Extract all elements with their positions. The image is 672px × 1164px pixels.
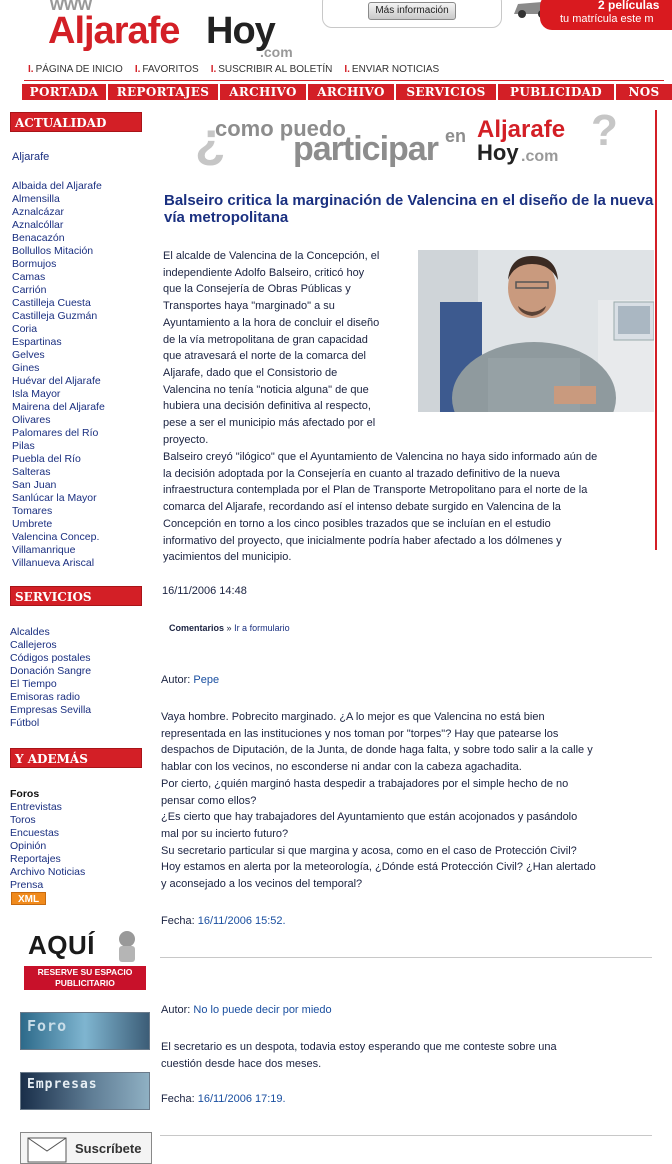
fecha-label: Fecha: xyxy=(161,1093,195,1105)
main-nav xyxy=(22,84,672,100)
text-line: informativo del proyecto, que inicialmente podría haber afectado a los dólmenes y xyxy=(163,534,562,547)
sidebar-item-town[interactable]: Villanueva Ariscal xyxy=(12,557,95,569)
sidebar-item-town[interactable]: Benacazón xyxy=(12,232,65,244)
sidebar-item-ademas[interactable]: Reportajes xyxy=(10,853,61,865)
article-paragraph-2 xyxy=(163,449,653,566)
text-line: ¿Es cierto que hay trabajadores del Ayuntamiento que están acojonados y pasándolo xyxy=(161,811,578,824)
promo-subtitle: tu matrícula este m xyxy=(560,13,654,25)
empresas-banner[interactable]: Empresas xyxy=(20,1072,150,1110)
comment-author: No lo puede decir por miedo xyxy=(193,1004,332,1016)
article-photo xyxy=(418,250,654,412)
text-line: Por cierto, ¿quién marginó hasta despedir a trabajadores por el simple hecho de no xyxy=(161,777,569,790)
question-mark-close: ? xyxy=(591,106,618,155)
text-line: El secretario es un despota, todavia estoy esperando que me conteste sobre una xyxy=(161,1041,557,1053)
sidebar-item-servicio[interactable]: Donación Sangre xyxy=(10,665,92,677)
text-line: Hoy estamos en alerta por la meteorología, ¿Dónde está Protección Civil? ¿Han alertado xyxy=(161,861,596,874)
sidebar-item-town[interactable]: Gelves xyxy=(12,349,45,361)
text-line: que la Consejería de Obras Públicas y xyxy=(163,283,351,296)
text-line: Transportes haya "marginado" a su xyxy=(163,300,335,313)
sidebar-item-servicio[interactable]: Códigos postales xyxy=(10,652,91,664)
participar-com: .com xyxy=(521,148,559,165)
sidebar-item-foros[interactable]: Foros xyxy=(10,788,40,800)
sidebar-item-town[interactable]: Puebla del Río xyxy=(12,453,81,465)
nav-archivo-2[interactable]: ARCHIVO xyxy=(308,84,396,100)
participar-banner[interactable] xyxy=(195,106,625,172)
toplink-favoritos[interactable]: I. FAVORITOS xyxy=(134,64,199,75)
logo-com: .com xyxy=(260,44,293,60)
article-headline: Balseiro critica la marginación de Valencina en el diseño de la nueva vía metropolitana xyxy=(164,192,654,226)
sidebar-item-ademas[interactable]: Prensa xyxy=(10,879,44,891)
participar-aljarafe: Aljarafe xyxy=(477,116,566,143)
sidebar-item-town[interactable]: Isla Mayor xyxy=(12,388,61,400)
right-border xyxy=(655,110,657,550)
nav-publicidad[interactable]: PUBLICIDAD xyxy=(498,84,616,100)
text-line: Aljarafe, dado que el Consistorio de xyxy=(163,366,338,379)
text-line: Su secretario particular si que margina y acosa, como en el caso de Protección Civil? xyxy=(161,844,577,857)
participar-word: participar xyxy=(293,130,438,168)
sidebar-item-servicio[interactable]: El Tiempo xyxy=(10,678,57,690)
sidebar-item-town[interactable]: Espartinas xyxy=(12,336,62,348)
sidebar-item-ademas[interactable]: Opinión xyxy=(10,840,47,852)
sidebar-item-town[interactable]: Tomares xyxy=(12,505,53,517)
text-line: El alcalde de Valencina de la Concepción, el xyxy=(163,250,380,262)
text-line: proyecto. xyxy=(163,433,209,446)
sidebar-item-town[interactable]: Almensilla xyxy=(12,193,60,205)
comment-date: 16/11/2006 15:52. xyxy=(197,915,286,927)
text-line: Vaya hombre. Pobrecito marginado. ¿A lo mejor es que Valencina no está bien xyxy=(161,711,545,723)
sidebar-item-servicio[interactable]: Fútbol xyxy=(10,717,40,729)
text-line: que atravesará el norte de la comarca del xyxy=(163,350,367,363)
comment-author-row xyxy=(161,674,219,686)
comment-date-row xyxy=(161,1093,286,1105)
nav-archivo[interactable]: ARCHIVO xyxy=(220,84,308,100)
divider xyxy=(24,80,664,81)
foro-banner[interactable]: Foro xyxy=(20,1012,150,1050)
comment-body-1 xyxy=(161,709,656,893)
text-line: infraestructura contemplada por el Plan de Transporte Metropolitano para el norte de la xyxy=(163,484,588,497)
toplink-inicio[interactable]: I. PÁGINA DE INICIO xyxy=(28,64,123,75)
toplink-boletin[interactable]: I. SUSCRIBIR AL BOLETÍN xyxy=(210,64,333,75)
question-mark-open: ¿ xyxy=(195,112,226,168)
comentarios-label[interactable]: Comentarios xyxy=(169,623,225,633)
logo-www: www xyxy=(50,0,93,14)
text-line: pese a ser el municipio más afectado por el xyxy=(163,417,376,430)
sidebar-item-town[interactable]: Bormujos xyxy=(12,258,57,270)
sidebar-item-town[interactable]: Camas xyxy=(12,271,46,283)
envelope-icon xyxy=(27,1137,67,1163)
comment-divider xyxy=(160,957,652,958)
participar-hoy: Hoy xyxy=(477,140,519,165)
sidebar-item-town[interactable]: Valencina Concep. xyxy=(12,531,100,543)
sidebar-item-town[interactable]: San Juan xyxy=(12,479,57,491)
text-line: pensar como ellos? xyxy=(161,794,257,807)
sidebar-item-servicio[interactable]: Callejeros xyxy=(10,639,57,651)
text-line: representada en las instituciones y nos toman por "torpes"? Hay que patearse los xyxy=(161,727,559,740)
text-line: hubiera una decisión definitiva al respecto, xyxy=(163,400,371,413)
comment-date: 16/11/2006 17:19. xyxy=(197,1093,286,1105)
sidebar-item-town[interactable]: Castilleja Cuesta xyxy=(12,297,91,309)
aqui-ad-banner[interactable] xyxy=(24,928,146,992)
sidebar-item-servicio[interactable]: Alcaldes xyxy=(10,626,50,638)
text-line: yacimientos del municipio. xyxy=(163,551,292,564)
sidebar-item-town[interactable]: Pilas xyxy=(12,440,35,452)
toplink-enviar-noticias[interactable]: I. ENVIAR NOTICIAS xyxy=(344,64,440,75)
text-line: comarca del Aljarafe, recordando así el intenso debate surgido en Valencina de la xyxy=(163,501,561,514)
text-line: Ayuntamiento a la hora de concluir el diseño xyxy=(163,316,380,329)
nav-nosotros[interactable]: NOS xyxy=(628,85,660,99)
ademas-heading: Y ADEMÁS xyxy=(10,748,142,768)
aqui-subtitle: RESERVE SU ESPACIO PUBLICITARIO xyxy=(24,966,146,990)
text-line: Valencina no tenía "noticia alguna" de que xyxy=(163,383,369,396)
text-line: Concepción en torno a los cinco posibles trazados que se incluían en el estudio xyxy=(163,517,551,530)
ademas-list xyxy=(10,801,85,892)
sidebar-item-town[interactable]: Huévar del Aljarafe xyxy=(12,375,101,387)
hand-pointer-icon xyxy=(114,930,140,964)
sidebar-item-town[interactable]: Olivares xyxy=(12,414,51,426)
suscribete-banner[interactable] xyxy=(20,1132,152,1164)
sidebar-item-ademas[interactable]: Toros xyxy=(10,814,36,826)
site-logo[interactable] xyxy=(48,0,298,60)
sidebar-item-ademas[interactable]: Entrevistas xyxy=(10,801,62,813)
text-line: despachos de Diputación, de la Junta, de donde haga falta, y sobre todo salir a la calle y xyxy=(161,744,593,757)
text-line: Balseiro creyó "ilógico" que el Ayuntamiento de Valencina no haya sido informado aún de xyxy=(163,451,598,463)
sidebar-item-aljarafe[interactable]: Aljarafe xyxy=(12,151,50,163)
sidebar-item-town[interactable]: Coria xyxy=(12,323,38,335)
breadcrumb-separator: » xyxy=(226,623,232,633)
nav-reportajes[interactable]: REPORTAJES xyxy=(108,84,220,100)
towns-list xyxy=(12,180,105,570)
text-line: la decisión adoptada por la Consejería en cuanto al trazado definitivo de la nueva xyxy=(163,467,560,480)
promo-banner[interactable] xyxy=(540,0,672,30)
sidebar-item-town[interactable]: Carrión xyxy=(12,284,47,296)
mas-informacion-button[interactable]: Más información xyxy=(368,2,456,20)
comment-author-row xyxy=(161,1004,332,1016)
comment-author: Pepe xyxy=(193,674,220,686)
sidebar-item-servicio[interactable]: Emisoras radio xyxy=(10,691,81,703)
nav-servicios[interactable]: SERVICIOS xyxy=(396,84,498,100)
sidebar-item-ademas[interactable]: Encuestas xyxy=(10,827,60,839)
sidebar-item-town[interactable]: Salteras xyxy=(12,466,51,478)
sidebar-item-town[interactable]: Villamanrique xyxy=(12,544,76,556)
comment-divider xyxy=(160,1135,652,1136)
sidebar-item-town[interactable]: Aznalcóllar xyxy=(12,219,64,231)
ir-formulario-link[interactable]: Ir a formulario xyxy=(234,623,290,633)
aqui-title: AQUÍ xyxy=(28,930,95,960)
actualidad-heading: ACTUALIDAD xyxy=(10,112,142,132)
servicios-list xyxy=(10,626,91,730)
article-date: 16/11/2006 14:48 xyxy=(162,585,247,597)
nav-portada[interactable]: PORTADA xyxy=(22,84,108,100)
sidebar-item-ademas[interactable]: Archivo Noticias xyxy=(10,866,86,878)
sidebar-item-town[interactable]: Aznalcázar xyxy=(12,206,64,218)
portrait-image xyxy=(418,250,654,412)
autor-label: Autor: xyxy=(161,1004,191,1016)
logo-aljarafe: Aljarafe xyxy=(48,10,180,52)
participar-como: como puedo xyxy=(215,116,346,141)
xml-badge[interactable]: XML xyxy=(11,892,46,905)
logo-hoy: Hoy xyxy=(206,10,275,52)
suscribete-label: Suscríbete xyxy=(75,1141,142,1156)
text-line: independiente Adolfo Balseiro, criticó hoy xyxy=(163,266,365,279)
sidebar-item-town[interactable]: Palomares del Río xyxy=(12,427,99,439)
participar-en: en xyxy=(445,126,467,146)
autor-label: Autor: xyxy=(161,674,191,686)
text-line: de la vía metropolitana de gran capacidad xyxy=(163,333,368,346)
comments-link-row xyxy=(169,623,290,633)
text-line: y aconsejado a los vecinos del temporal? xyxy=(161,878,363,891)
sidebar-item-town[interactable]: Umbrete xyxy=(12,518,53,530)
sidebar-item-town[interactable]: Bollullos Mitación xyxy=(12,245,94,257)
text-line: cuestión desde hace dos meses. xyxy=(161,1057,322,1070)
text-line: mal por su incierto futuro? xyxy=(161,827,289,840)
promo-title: 2 películas xyxy=(598,0,660,12)
text-line: hablar con los vecinos, no esconderse ni andar con la cabeza agachadita. xyxy=(161,761,522,774)
article-paragraph-1 xyxy=(163,248,413,448)
fecha-label: Fecha: xyxy=(161,915,195,927)
sidebar-item-town[interactable]: Albaida del Aljarafe xyxy=(12,180,102,192)
comment-body-2 xyxy=(161,1039,656,1072)
sidebar-item-town[interactable]: Mairena del Aljarafe xyxy=(12,401,105,413)
servicios-heading: SERVICIOS xyxy=(10,586,142,606)
top-links xyxy=(28,64,668,78)
sidebar-item-town[interactable]: Sanlúcar la Mayor xyxy=(12,492,97,504)
sidebar-item-servicio[interactable]: Empresas Sevilla xyxy=(10,704,92,716)
comment-date-row xyxy=(161,915,286,927)
sidebar-item-town[interactable]: Gines xyxy=(12,362,40,374)
sidebar-item-town[interactable]: Castilleja Guzmán xyxy=(12,310,98,322)
